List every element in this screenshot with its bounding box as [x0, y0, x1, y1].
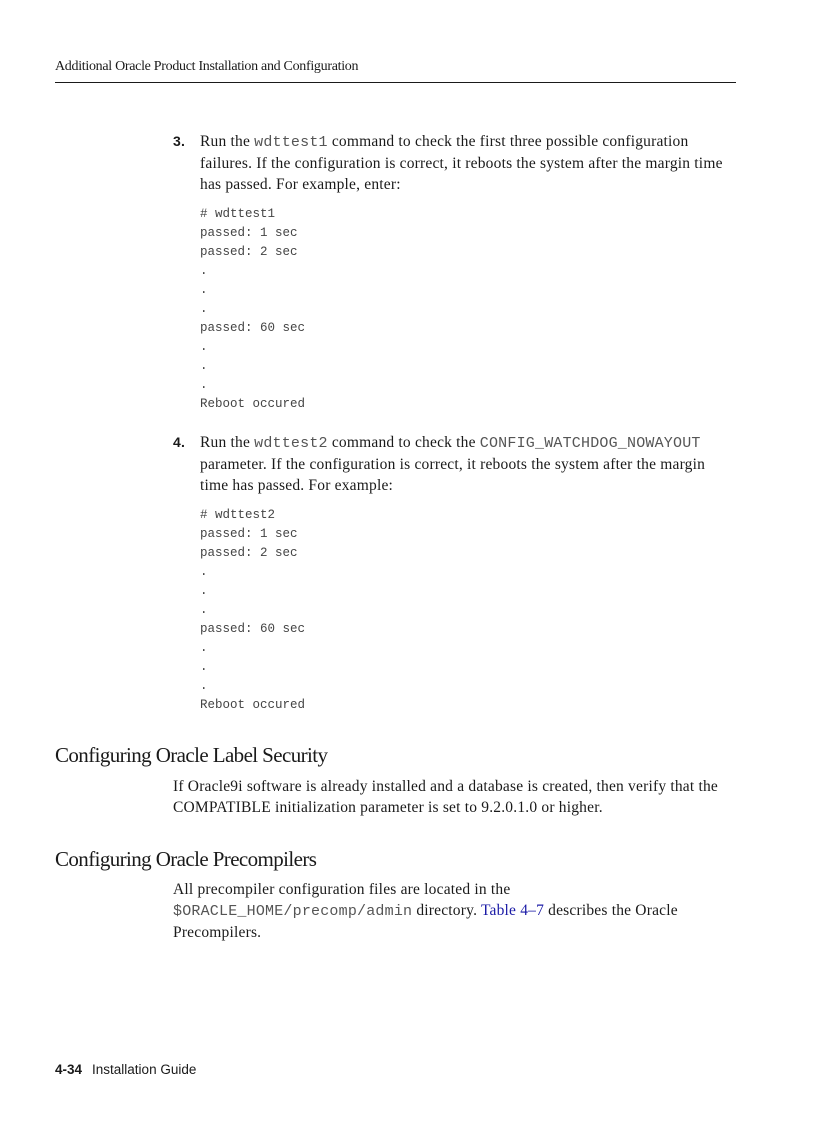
section-heading: Configuring Oracle Precompilers: [55, 847, 317, 871]
step-text-middle: command to check the: [327, 434, 480, 451]
step-number: 3.: [173, 133, 186, 149]
table-link[interactable]: Table 4–7: [480, 902, 545, 919]
step-text-start: Run the: [200, 434, 255, 451]
step-number: 4.: [173, 434, 186, 450]
header-rule: [55, 82, 736, 83]
paragraph-text-middle: directory.: [412, 902, 481, 919]
step-3: [173, 131, 733, 195]
step-text-end: parameter. If the configuration is correct, it reboots the system after the margin time has passed. For example:: [200, 456, 706, 494]
parameter-name: CONFIG_WATCHDOG_NOWAYOUT: [479, 435, 701, 452]
code-example: # wdttest2 passed: 1 sec passed: 2 sec . . . passed: 60 sec . . . Reboot occured: [200, 508, 306, 712]
page-number: 4-34: [55, 1062, 83, 1077]
running-header: Additional Oracle Product Installation and Configuration: [55, 59, 359, 74]
step-text: [200, 432, 733, 496]
section-heading: Configuring Oracle Label Security: [55, 743, 328, 767]
step-text: [200, 131, 733, 195]
paragraph: [173, 879, 733, 943]
page-footer: [55, 1062, 196, 1077]
step-text-start: Run the: [200, 133, 255, 150]
command-name: wdttest2: [254, 435, 328, 452]
paragraph-text-start: All precompiler configuration files are located in the: [173, 881, 511, 898]
book-title: Installation Guide: [92, 1062, 197, 1077]
paragraph: If Oracle9i software is already installed and a database is created, then verify that the COMPATIBLE initialization parameter is set to 9.2.0.1.0 or higher.: [173, 778, 718, 816]
step-4: [173, 432, 733, 496]
step-text-end: command to check the first three possible configuration failures. If the configuration is correct, it reboots the system after the margin time has passed. For example, enter:: [200, 133, 723, 193]
command-name: wdttest1: [254, 134, 328, 151]
code-example: # wdttest1 passed: 1 sec passed: 2 sec . . . passed: 60 sec . . . Reboot occured: [200, 207, 306, 411]
paragraph-text-end: describes the Oracle Precompilers.: [173, 902, 678, 941]
directory-path: $ORACLE_HOME/precomp/admin: [173, 903, 413, 920]
